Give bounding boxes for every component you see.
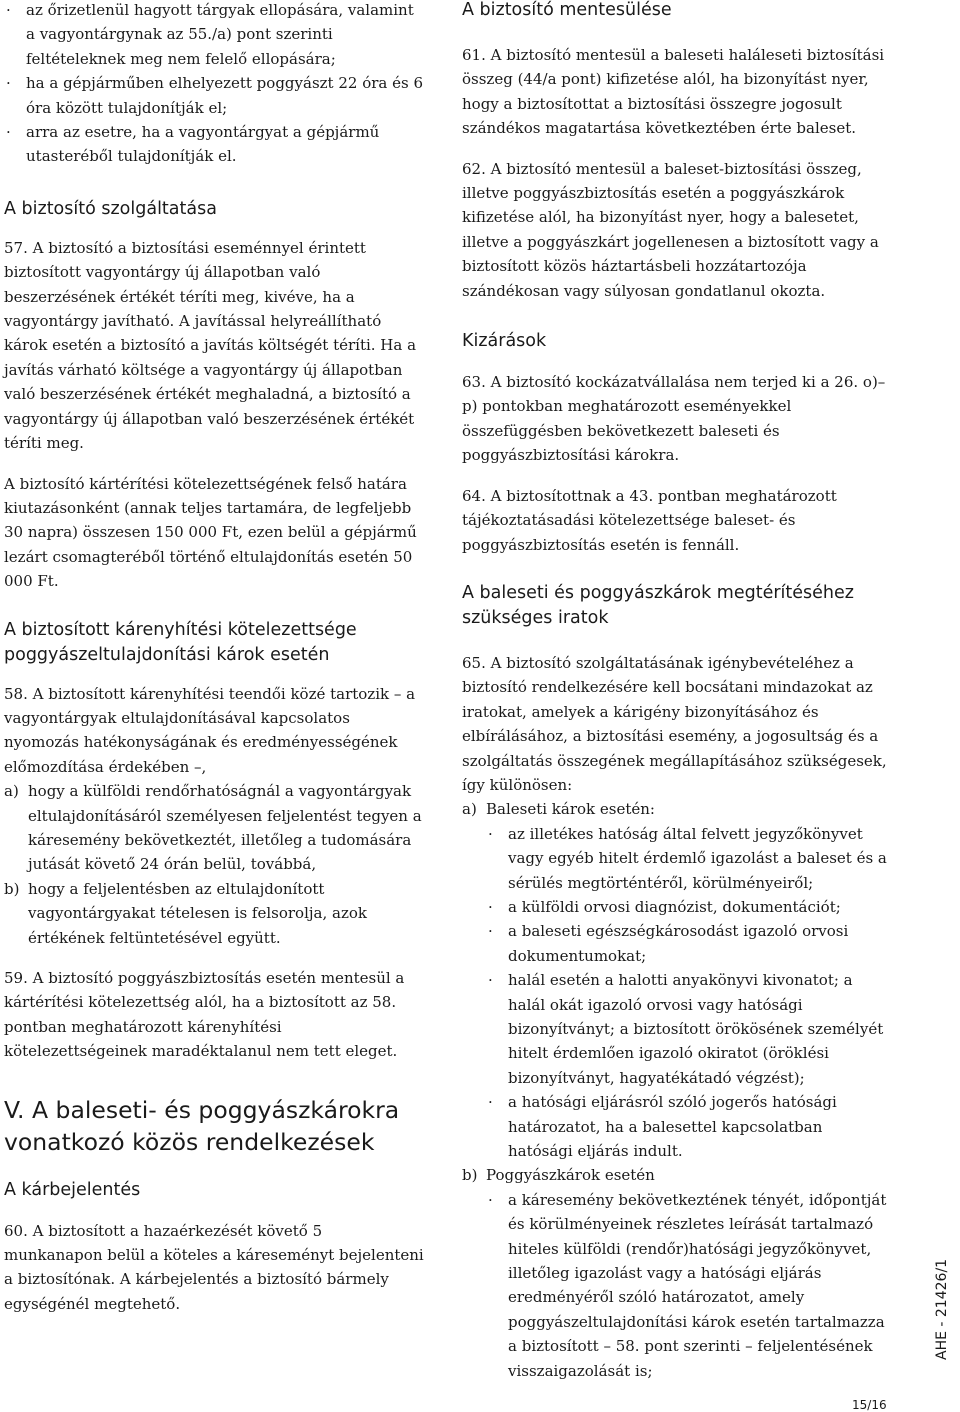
section-heading-service: A biztosító szolgáltatása	[4, 198, 217, 219]
paragraph-limit: A biztosító kártérítési kötelezettségének felső határa kiutazásonként (annak teljes tartamára, de legfeljebb 30 napra) összesen 150 000 Ft, ezen belül a gépjármű lezárt csomagteréből történő eltulajdonítás esetén 50 000 Ft.	[4, 474, 417, 591]
item-marker: b)	[4, 879, 20, 898]
list-item	[4, 877, 424, 950]
item-marker: a)	[462, 800, 477, 819]
section-heading-exclusions: Kizárások	[462, 331, 547, 352]
right-column	[462, 0, 890, 1383]
list-item: · a káresemény bekövetkeztének tényét, időpontját és körülményeinek részletes leírását tartalmazó hiteles külföldi (rendőr)hatósági jegyzőkönyvet, illetőleg igazolást vagy a hatósági eljárás eredményéről szóló határozatot, amely poggyászeltulajdonítási károk esetén tartalmazza a biztosított – 58. pont szerinti – feljelentésének visszaigazolását is;	[486, 1188, 890, 1383]
list-item	[462, 797, 890, 1163]
exclusion-bullet-list	[4, 0, 424, 169]
paragraph-63: 63. A biztosító kockázatvállalása nem terjed ki a 26. o)–p) pontokban meghatározott eseményekkel összefüggésben bekövetkezett baleseti és poggyászbiztosítási károkra.	[462, 373, 886, 465]
list-item: · arra az esetre, ha a vagyontárgyat a gépjármű utasteréből tulajdonítják el.	[4, 120, 424, 169]
document-code: AHE - 21426/1	[934, 1258, 950, 1360]
item-marker: b)	[462, 1166, 478, 1185]
item-text: hogy a külföldi rendőrhatóságnál a vagyontárgyak eltulajdonításáról személyesen feljelentést tegyen a káresemény bekövetkeztét, illetőleg a tudomására jutását követő 24 órán belül, továbbá,	[28, 782, 422, 874]
section-heading-claim-mitigation	[4, 618, 424, 668]
heading-line: szükséges iratok	[462, 607, 609, 628]
paragraph-65: 65. A biztosító szolgáltatásának igénybevételéhez a biztosító rendelkezésére kell bocsátani mindazokat az iratokat, amelyek a kárigény bizonyításához és elbírálásához, a biztosítási esemény, a jogosultság és a szolgáltatás összegének megállapításához szükségesek, így különösen:	[462, 653, 887, 794]
chapter-heading-v	[4, 1094, 424, 1158]
item-title: Poggyászkárok esetén	[486, 1166, 655, 1185]
paragraph-62: 62. A biztosító mentesül a baleset-biztosítási összeg, illetve poggyászbiztosítás esetén a poggyászkárok kifizetése alól, ha bizonyítást nyer, hogy a balesetet, illetve a poggyászkárt jogellenesen a biztosított vagy a biztosított közös háztartásbeli hozzátartozója szándékosan vagy súlyosan gondatlanul okozta.	[462, 159, 879, 300]
left-column	[4, 0, 424, 1316]
list-item: · a baleseti egészségkárosodást igazoló orvosi dokumentumokat;	[486, 919, 890, 968]
list-item	[462, 1163, 890, 1383]
heading-line: poggyászeltulajdonítási károk esetén	[4, 644, 330, 665]
paragraph-58: 58. A biztosított kárenyhítési teendői közé tartozik – a vagyontárgyak eltulajdonításával kapcsolatos nyomozás hatékonyságának és eredményességének előmozdítása érdekében –,	[4, 684, 416, 776]
accident-documents-list	[486, 822, 890, 1164]
heading-line: V. A baleseti- és poggyászkárokra	[4, 1095, 400, 1124]
heading-line: A biztosított kárenyhítési kötelezettsége	[4, 619, 357, 640]
list-item	[4, 779, 424, 877]
paragraph-57: 57. A biztosító a biztosítási eseménnyel érintett biztosított vagyontárgy új állapotban való beszerzésének értékét téríti meg, kivéve, ha a vagyontárgy javítható. A javítással helyreállítható károk esetén a biztosító a javítás költségét téríti. Ha a javítás várható költsége a vagyontárgy új állapotban való beszerzésének értékét meghaladná, a biztosító a vagyontárgy új állapotban való beszerzésének értékét téríti meg.	[4, 238, 417, 453]
list-item: · az őrizetlenül hagyott tárgyak ellopására, valamint a vagyontárgynak az 55./a) pont szerinti feltételeknek meg nem felelő ellopására;	[4, 0, 424, 71]
section-heading-report: A kárbejelentés	[4, 1179, 141, 1200]
heading-line: A baleseti és poggyászkárok megtérítéséhez	[462, 582, 854, 603]
paragraph-60: 60. A biztosított a hazaérkezését követő 5 munkanapon belül a köteles a káreseményt bejelenteni a biztosítónak. A kárbejelentés a biztosító bármely egységénél megtehető.	[4, 1221, 424, 1313]
documents-list	[462, 797, 890, 1383]
list-item: · halál esetén a halotti anyakönyvi kivonatot; a halál okát igazoló orvosi vagy hatósági bizonyítványt; a biztosított örökösének személyét hitelt érdemlően igazoló okiratot (öröklési bizonyítványt, hagyatékátadó végzést);	[486, 968, 890, 1090]
list-item: · ha a gépjárműben elhelyezett poggyászt 22 óra és 6 óra között tulajdonítják el;	[4, 71, 424, 120]
paragraph-58-list	[4, 779, 424, 950]
item-marker: a)	[4, 782, 19, 801]
luggage-documents-list	[486, 1188, 890, 1383]
list-item: · az illetékes hatóság által felvett jegyzőkönyvet vagy egyéb hitelt érdemlő igazolást a baleset és a sérülés megtörténtéről, körülményeiről;	[486, 822, 890, 895]
list-item: · a külföldi orvosi diagnózist, dokumentációt;	[486, 895, 890, 919]
heading-line: vonatkozó közös rendelkezések	[4, 1127, 375, 1156]
paragraph-59: 59. A biztosító poggyászbiztosítás esetén mentesül a kártérítési kötelezettség alól, ha a biztosított az 58. pontban meghatározott kárenyhítési kötelezettségeinek maradéktalanul nem tett eleget.	[4, 969, 405, 1061]
list-item: · a hatósági eljárásról szóló jogerős hatósági határozatot, ha a balesettel kapcsolatban hatósági eljárás indult.	[486, 1090, 890, 1163]
page-number: 15/16	[852, 1398, 887, 1412]
section-heading-documents	[462, 581, 890, 631]
item-text: hogy a feljelentésben az eltulajdonított vagyontárgyakat tételesen is felsorolja, azok értékének feltüntetésével együtt.	[28, 879, 367, 947]
paragraph-61: 61. A biztosító mentesül a baleseti haláleseti biztosítási összeg (44/a pont) kifizetése alól, ha bizonyítást nyer, hogy a biztosítottat a biztosítási összegre jogosult szándékos magatartása következtében érte baleset.	[462, 46, 885, 138]
paragraph-64: 64. A biztosítottnak a 43. pontban meghatározott tájékoztatásadási kötelezettsége baleset- és poggyászbiztosítás esetén is fennáll.	[462, 486, 837, 554]
item-title: Baleseti károk esetén:	[486, 800, 655, 819]
section-heading-exemption: A biztosító mentesülése	[462, 0, 672, 20]
